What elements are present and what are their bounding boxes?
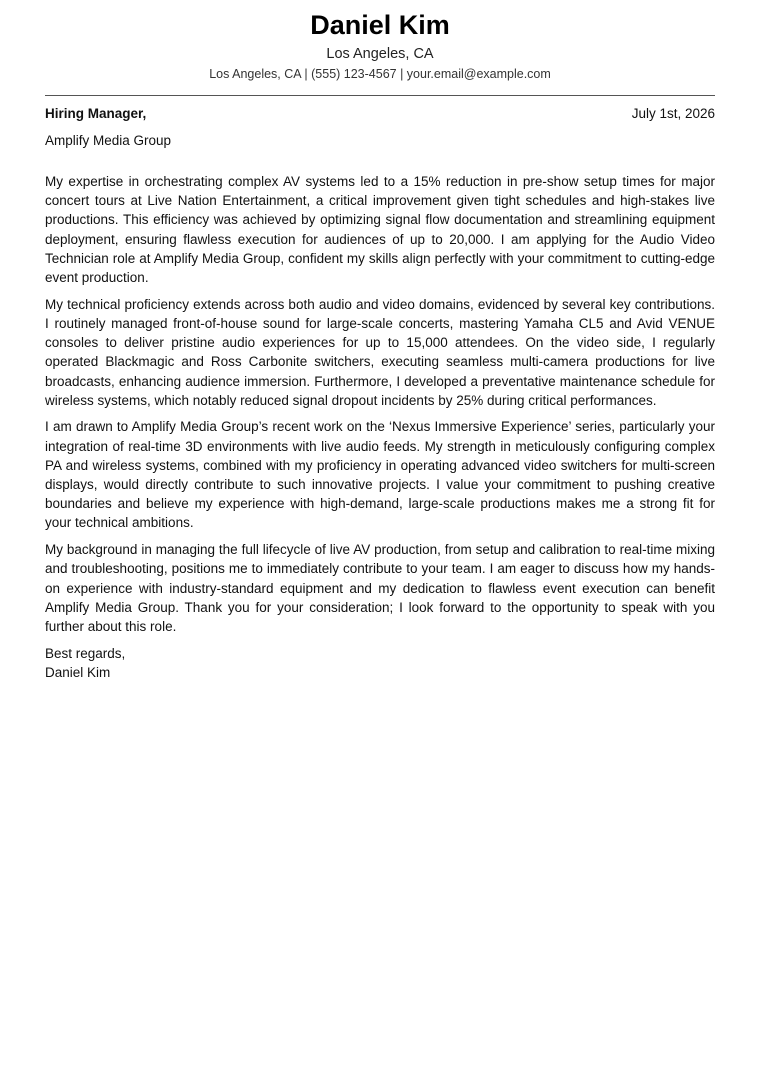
recipient-company: Amplify Media Group <box>45 133 172 148</box>
recipient-salutation: Hiring Manager, <box>45 106 147 121</box>
applicant-name: Daniel Kim <box>310 10 450 40</box>
applicant-location: Los Angeles, CA <box>326 46 434 62</box>
body-paragraph: My background in managing the full lifecycle of live AV production, from setup and calibration to real-time mixing and troubleshooting, positions me to immediately contribute to your team. I am eager to discuss how my hands-on experience with industry-standard equipment and my dedication to flawless event execution can benefit Amplify Media Group. Thank you for your consideration; I look forward to the opportunity to speak with you further about this role. <box>45 542 715 634</box>
body-paragraph: My technical proficiency extends across both audio and video domains, evidenced by several key contributions. I routinely managed front-of-house sound for large-scale concerts, mastering Yamaha CL5 and Avid VENUE consoles to deliver pristine audio experiences for up to 15,000 attendees. On the video side, I regularly operated Blackmagic and Ross Carbonite switchers, executing seamless multi-camera productions for live broadcasts, enhancing audience immersion. Furthermore, I developed a preventative maintenance schedule for wireless systems, which notably reduced signal dropout incidents by 25% during critical performances. <box>45 296 715 408</box>
letter-header <box>45 0 715 83</box>
closing-phrase: Best regards, <box>45 645 126 661</box>
body-paragraph: I am drawn to Amplify Media Group’s recent work on the ‘Nexus Immersive Experience’ series, particularly your integration of real-time 3D environments with live audio feeds. My strength in meticulously configuring complex PA and wireless systems, combined with my proficiency in operating advanced video switchers for multi-screen displays, would directly contribute to such innovative projects. I value your commitment to pushing creative boundaries and believe my experience with high-demand, large-scale productions makes me a strong fit for your technical ambitions. <box>45 419 715 531</box>
letter-body <box>45 172 715 636</box>
signature-name: Daniel Kim <box>45 664 111 680</box>
header-divider <box>45 95 715 96</box>
body-paragraph: My expertise in orchestrating complex AV systems led to a 15% reduction in pre-show setup times for major concert tours at Live Nation Entertainment, a critical improvement given tight schedules and high-stakes live productions. This efficiency was achieved by optimizing signal flow documentation and streamlining equipment deployment, ensuring flawless execution for audiences of up to 20,000. I am applying for the Audio Video Technician role at Amplify Media Group, confident my skills align perfectly with your commitment to cutting-edge event production. <box>45 174 715 286</box>
letter-closing <box>45 644 715 682</box>
letter-date: July 1st, 2026 <box>631 106 715 121</box>
contact-line: Los Angeles, CA | (555) 123-4567 | your.email@example.com <box>209 67 551 81</box>
recipient-date-row <box>45 105 715 123</box>
